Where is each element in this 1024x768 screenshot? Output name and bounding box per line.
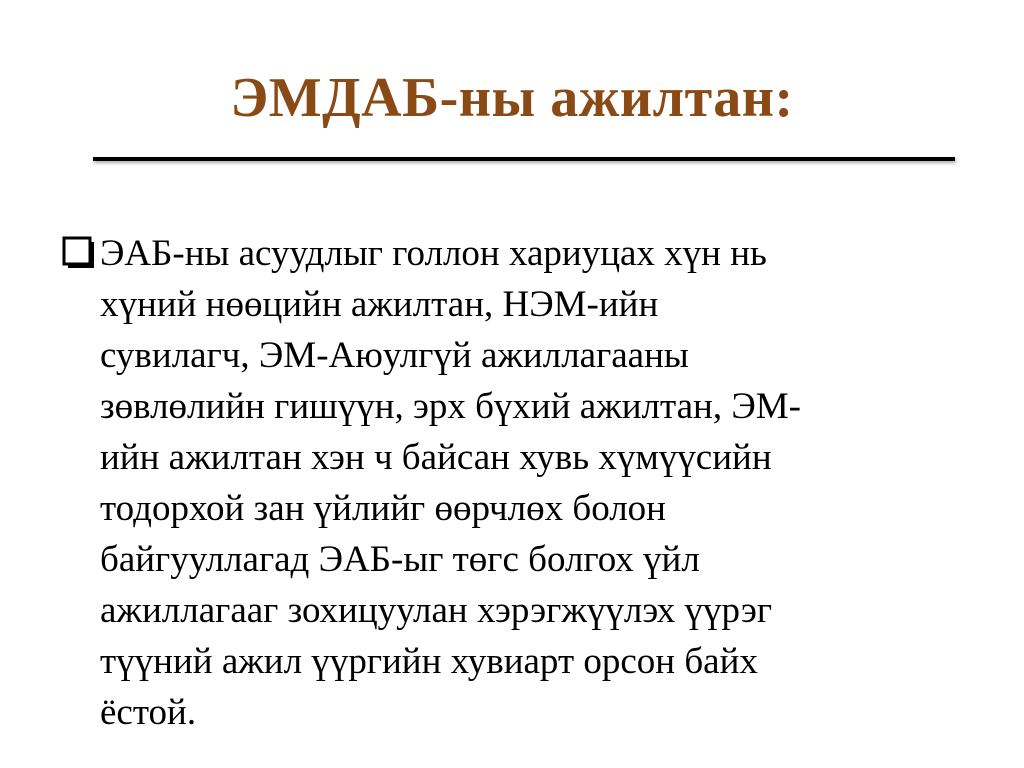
title-divider	[93, 157, 955, 161]
slide-title: ЭМДАБ-ны ажилтан:	[230, 67, 794, 129]
hollow-square-bullet-icon	[62, 236, 96, 270]
bullet-item	[62, 228, 972, 738]
bullet-text: ЭАБ-ны асуудлыг голлон хариуцах хүн нь хүний нөөцийн ажилтан, НЭМ-ийн сувилагч, ЭМ-Аюулгүй ажиллагааны зөвлөлийн гишүүн, эрх бүхий ажилтан, ЭМ- ийн ажилтан хэн ч байсан хувь хүмүүсийн тодорхой зан үйлийг өөрчлөх болон байгууллагад ЭАБ-ыг төгс болгох үйл ажиллагааг зохицуулан хэрэгжүүлэх үүрэг түүний ажил үүргийн хувиарт орсон байх ёстой.	[100, 233, 801, 733]
